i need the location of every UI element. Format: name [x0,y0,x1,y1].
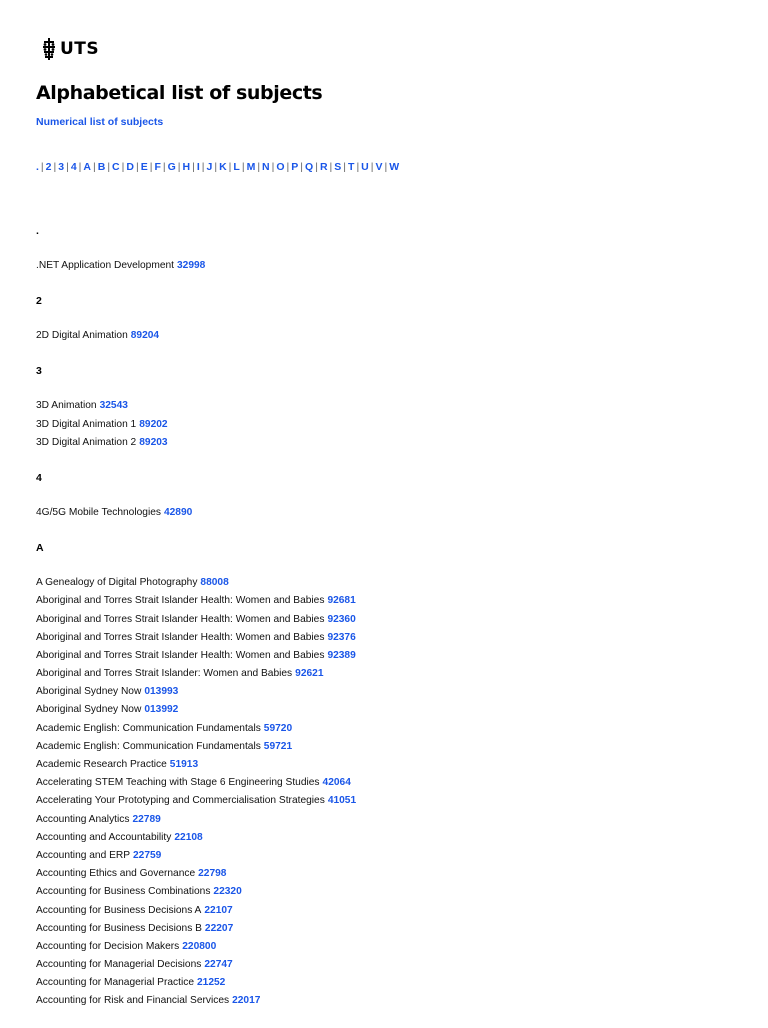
nav-separator: | [370,161,374,173]
nav-letter-a[interactable]: A [83,161,91,173]
list-item [36,592,736,610]
subject-name: Academic English: Communication Fundamentals [36,722,261,734]
section-heading: A [36,542,44,555]
nav-separator: | [121,161,125,173]
subject-code-link[interactable]: 32998 [176,260,206,271]
nav-letter-l[interactable]: L [233,161,240,173]
subject-code-link[interactable]: 92621 [295,668,324,680]
nav-separator: | [228,161,232,173]
nav-letter-3[interactable]: 3 [58,161,65,173]
nav-letter-s[interactable]: S [334,161,342,173]
subject-name: Aboriginal and Torres Strait Islander Health: Women and Babies [36,631,325,643]
subject-code-link[interactable]: 59720 [263,722,293,734]
subject-code-link[interactable]: 89202 [139,418,168,430]
nav-letter-b[interactable]: B [97,161,106,173]
nav-separator: | [78,161,82,173]
uts-logo[interactable] [42,38,99,60]
nav-separator: | [356,161,360,173]
subject-code-link[interactable]: 59721 [263,740,293,752]
subject-name: Academic Research Practice [36,759,167,770]
nav-separator: | [53,161,57,173]
subject-code-link[interactable]: 22798 [198,868,227,880]
subject-code-link[interactable]: 92389 [327,649,356,661]
subject-name: Accounting for Business Combinations [36,886,211,898]
nav-separator: | [107,161,111,173]
subject-name: Accounting and ERP [36,849,131,861]
nav-separator: | [177,161,181,173]
subject-code-link[interactable]: 22107 [204,904,233,916]
list-item [36,902,736,920]
subject-code-link[interactable]: 42890 [163,506,193,518]
nav-separator: | [286,161,290,173]
section-heading: 3 [36,365,42,378]
subject-code-link[interactable]: 22759 [133,849,162,861]
nav-separator: | [201,161,205,173]
nav-separator: | [40,161,44,173]
nav-letter-g[interactable]: G [167,161,176,173]
subject-code-link[interactable]: 89203 [139,436,168,448]
subject-name: Aboriginal and Torres Strait Islander: Women and Babies [36,668,293,680]
list-item [36,883,736,901]
subject-name: Accounting for Business Decisions A [36,904,202,916]
subject-name: A Genealogy of Digital Photography [36,577,198,589]
subject-name: Accounting and Accountability [36,831,172,843]
nav-letter-m[interactable]: M [246,161,256,173]
list-item [36,504,736,522]
subject-name: Aboriginal Sydney Now [36,686,142,698]
nav-letter-f[interactable]: F [154,161,161,173]
nav-separator: | [257,161,261,173]
subject-code-link[interactable]: 22017 [232,995,261,1007]
subject-name: Accounting for Managerial Practice [36,977,194,989]
subject-name: 2D Digital Animation [36,330,128,342]
subject-code-link[interactable]: 220800 [182,940,217,952]
subject-code-link[interactable]: 51913 [169,759,199,770]
nav-letter-2[interactable]: 2 [45,161,52,173]
section-heading: 2 [36,295,42,308]
subject-code-link[interactable]: 013992 [144,704,179,716]
list-item [36,738,736,756]
list-item [36,774,736,792]
nav-separator: | [149,161,153,173]
subject-code-link[interactable]: 22207 [204,922,234,934]
list-item [36,920,736,938]
nav-separator: | [66,161,69,173]
section-group [36,574,736,1011]
nav-letter-q[interactable]: Q [305,161,314,173]
subject-name: 3D Digital Animation 1 [36,418,137,430]
section-group [36,257,736,275]
list-item [36,792,736,810]
list-item [36,756,736,774]
nav-separator: | [343,161,347,173]
subject-name: Accounting Ethics and Governance [36,868,196,880]
logo-text: UTS [60,39,100,59]
nav-separator: | [241,161,245,173]
subject-name: 3D Animation [36,400,97,412]
list-item [36,257,736,275]
subject-list [36,222,736,1028]
numerical-list-link[interactable]: Numerical list of subjects [36,116,164,128]
nav-letter-o[interactable]: O [276,161,285,173]
subject-name: Accounting for Risk and Financial Services [36,995,230,1007]
list-item [36,327,736,345]
nav-letter-dot[interactable]: . [36,161,39,173]
subject-name: Accelerating Your Prototyping and Commercialisation Strategies [36,795,325,807]
subject-name: .NET Application Development [36,260,174,271]
subject-code-link[interactable]: 22108 [174,831,203,843]
nav-letter-n[interactable]: N [262,161,270,173]
nav-separator: | [214,161,218,173]
alphabet-nav [36,161,399,173]
subject-code-link[interactable]: 42064 [322,777,351,789]
subject-name: Accounting Analytics [36,813,130,825]
subject-code-link[interactable]: 92360 [327,613,356,625]
nav-letter-h[interactable]: H [182,161,191,173]
subject-name: Academic English: Communication Fundamentals [36,740,261,752]
subject-code-link[interactable]: 41051 [327,795,357,807]
nav-letter-t[interactable]: T [348,161,355,173]
section-group [36,327,736,345]
list-item [36,992,736,1010]
section-group [36,504,736,522]
subject-name: Accelerating STEM Teaching with Stage 6 Engineering Studies [36,777,320,789]
nav-separator: | [162,161,166,173]
list-item [36,720,736,738]
nav-letter-e[interactable]: E [140,161,148,173]
list-item [36,974,736,992]
subject-name: Accounting for Managerial Decisions [36,959,202,971]
subject-code-link[interactable]: 88008 [200,577,229,589]
nav-separator: | [271,161,275,173]
page-title: Alphabetical list of subjects [36,82,323,104]
nav-letter-r[interactable]: R [319,161,328,173]
list-item [36,829,736,847]
nav-separator: | [315,161,318,173]
subject-name: Accounting for Decision Makers [36,940,180,952]
nav-separator: | [329,161,333,173]
section-group [36,397,736,452]
nav-letter-d[interactable]: D [126,161,134,173]
nav-separator: | [384,161,388,173]
list-item [36,434,736,452]
subject-code-link[interactable]: 22320 [213,886,242,898]
subject-name: Aboriginal and Torres Strait Islander Health: Women and Babies [36,649,325,661]
list-item [36,629,736,647]
list-item [36,865,736,883]
subject-code-link[interactable]: 21252 [197,977,226,989]
nav-letter-v[interactable]: V [375,161,383,173]
subject-name: Accounting for Business Decisions B [36,922,202,934]
subject-code-link[interactable]: 92681 [327,595,356,607]
subject-name: Aboriginal and Torres Strait Islander Health: Women and Babies [36,613,325,625]
list-item [36,847,736,865]
subject-code-link[interactable]: 22789 [132,813,161,825]
nav-separator: | [135,161,139,173]
list-item [36,683,736,701]
subject-name: Aboriginal Sydney Now [36,704,142,716]
nav-separator: | [300,161,304,173]
list-item [36,611,736,629]
subject-name: 3D Digital Animation 2 [36,436,137,448]
list-item [36,416,736,434]
nav-separator: | [92,161,96,173]
nav-letter-4[interactable]: 4 [70,161,77,173]
section-heading: 4 [36,471,42,484]
nav-letter-u[interactable]: U [361,161,369,173]
subject-code-link[interactable]: 92376 [327,631,356,643]
list-item [36,811,736,829]
section-heading: . [36,225,39,237]
nav-letter-c[interactable]: C [112,161,120,173]
subject-code-link[interactable]: 013993 [144,686,179,698]
nav-letter-k[interactable]: K [219,161,227,173]
nav-separator: | [192,161,195,173]
subject-name: 4G/5G Mobile Technologies [36,506,161,518]
nav-letter-j[interactable]: J [206,161,213,173]
uts-crest-icon [42,38,56,60]
list-item [36,938,736,956]
list-item [36,665,736,683]
list-item [36,956,736,974]
nav-letter-i[interactable]: I [196,161,200,173]
list-item [36,574,736,592]
list-item [36,647,736,665]
list-item [36,397,736,415]
subject-code-link[interactable]: 32543 [99,400,128,412]
nav-letter-w[interactable]: W [389,161,400,173]
nav-letter-p[interactable]: P [291,161,299,173]
subject-code-link[interactable]: 89204 [130,330,160,342]
subject-code-link[interactable]: 22747 [204,959,233,971]
list-item [36,701,736,719]
subject-name: Aboriginal and Torres Strait Islander Health: Women and Babies [36,595,325,607]
